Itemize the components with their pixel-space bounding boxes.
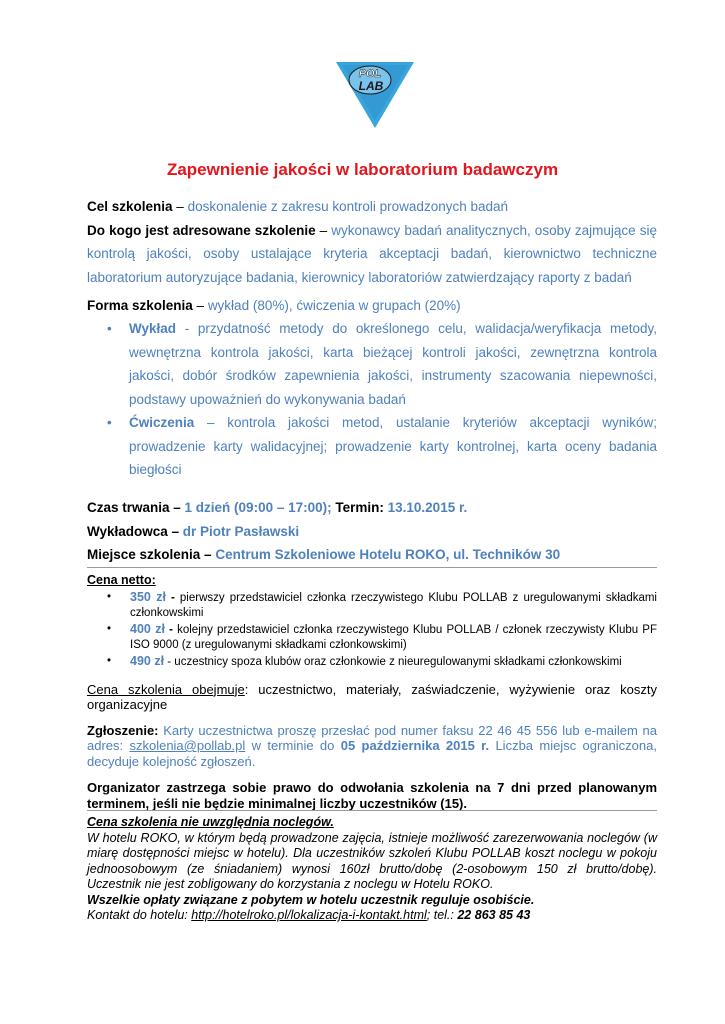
bullet-icon: • xyxy=(107,415,112,430)
bullet-icon: • xyxy=(107,623,112,635)
miejsce-line: Miejsce szkolenia – Centrum Szkoleniowe Hotelu ROKO, ul. Techników 30 xyxy=(87,547,561,562)
bullet-icon: • xyxy=(107,321,112,336)
wykladowca-value: dr Piotr Pasławski xyxy=(182,523,300,539)
price-desc: uczestnicy spoza klubów oraz członkowie z nieuregulowanymi składkami członkowskimi xyxy=(174,656,622,668)
noclegi-bold: Wszelkie opłaty związane z pobytem w hotelu uczestnik reguluje osobiście. xyxy=(87,892,535,907)
price-item: • 350 zł - pierwszy przedstawiciel członka rzeczywistego Klubu POLLAB z uregulowanymi składkami członkowskimi xyxy=(107,590,657,619)
page-title: Zapewnienie jakości w laboratorium badawczym xyxy=(166,160,559,179)
wykladowca-line: Wykładowca – dr Piotr Pasławski xyxy=(87,523,300,539)
noclegi-heading: Cena szkolenia nie uwzględnia noclegów. xyxy=(87,815,334,829)
list-item xyxy=(87,411,657,482)
divider xyxy=(87,810,657,811)
hotel-link[interactable]: http://hotelroko.pl/lokalizacja-i-kontakt.html xyxy=(191,908,427,922)
price-item: • 400 zł - kolejny przedstawiciel członka rzeczywistego Klubu POLLAB / członek rzeczywisty Klubu PF ISO 9000 (z uregulowanymi składkami członkowskimi) xyxy=(107,622,657,651)
adres-text: wykonawcy badań analitycznych, osoby zajmujące się kontrolą jakości, osoby ustalające kryteria akceptacji badań, kierownictwo techniczne laboratorium autoryzujące badania, kierownicy laboratoriów zatwierdzający raporty z badań xyxy=(87,222,657,285)
cel-text: doskonalenie z zakresu kontroli prowadzonych badań xyxy=(187,199,509,214)
pollab-logo xyxy=(334,60,416,130)
price-desc: kolejny przedstawiciel członka rzeczywistego Klubu POLLAB / członek rzeczywisty Klubu PF ISO 9000 (z uregulowanymi składkami członkowskimi) xyxy=(130,624,657,651)
zgloszenie-paragraph: Zgłoszenie: Karty uczestnictwa proszę przesłać pod numer faksu 22 46 45 556 lub e-mailem na adres: szkolenia@pollab.pl w terminie do 05 października 2015 r. Liczba miejsc ograniczona, decyduje kolejność zgłoszeń. xyxy=(87,722,657,769)
adres-paragraph: Do kogo jest adresowane szkolenie – wykonawcy badań analitycznych, osoby zajmujące się kontrolą jakości, osoby ustalające kryteria akceptacji badań, kierownictwo techniczne laboratorium autoryzujące badania, kierownicy laboratoriów zatwierdzający raporty z badań xyxy=(87,222,657,285)
price-value: 490 zł xyxy=(130,654,165,668)
price-item: • 490 zł - uczestnicy spoza klubów oraz członkowie z nieuregulowanymi składkami członkowskimi xyxy=(107,654,622,668)
cel-line: Cel szkolenia – doskonalenie z zakresu kontroli prowadzonych badań xyxy=(87,199,509,214)
price-value: 400 zł xyxy=(130,622,165,636)
divider xyxy=(87,567,657,568)
miejsce-value: Centrum Szkoleniowe Hotelu ROKO, ul. Techników 30 xyxy=(215,547,561,562)
email-link[interactable]: szkolenia@pollab.pl xyxy=(129,738,246,753)
czas-value: 1 dzień (09:00 – 17:00); xyxy=(184,500,332,515)
cwiczenia-text: – kontrola jakości metod, ustalanie kryteriów akceptacji wyników; prowadzenie karty walidacyjnej; prowadzenie karty kontrolnej, karta oceny badania biegłości xyxy=(129,415,657,477)
price-value: 350 zł xyxy=(130,590,166,604)
czas-line: Czas trwania – 1 dzień (09:00 – 17:00); Termin: 13.10.2015 r. xyxy=(87,500,468,515)
list-item xyxy=(87,317,657,411)
wyklad-label: Wykład xyxy=(129,321,177,336)
details-section xyxy=(87,496,657,567)
hotel-phone: 22 863 85 43 xyxy=(457,908,531,922)
kontakt-line: Kontakt do hotelu: http://hotelroko.pl/lokalizacja-i-kontakt.html; tel.: 22 863 85 43 xyxy=(87,908,531,922)
adres-label: Do kogo jest adresowane szkolenie xyxy=(87,222,316,238)
price-section xyxy=(87,573,657,811)
intro-section xyxy=(87,195,657,289)
obejmuje-paragraph: Cena szkolenia obejmuje: uczestnictwo, materiały, zaświadczenie, wyżywienie oraz koszty organizacyjne xyxy=(87,681,657,712)
noclegi-section xyxy=(87,815,657,924)
bullet-icon: • xyxy=(107,655,112,667)
cwiczenia-label: Ćwiczenia xyxy=(129,415,195,430)
obejmuje-text: uczestnictwo, materiały, zaświadczenie, wyżywienie oraz koszty organizacyjne xyxy=(87,681,657,712)
price-heading: Cena netto: xyxy=(87,573,156,587)
price-desc: pierwszy przedstawiciel członka rzeczywistego Klubu POLLAB z uregulowanymi składkami członkowskimi xyxy=(130,592,657,619)
zgloszenie-date: 05 października 2015 r. xyxy=(340,738,490,753)
bullet-icon: • xyxy=(107,591,112,603)
noclegi-text: W hotelu ROKO, w którym będą prowadzone zajęcia, istnieje możliwość zarezerwowania noclegów (w miarę dostępności miejsc w hotelu). Dla uczestników szkoleń Klubu POLLAB koszt noclegu w pokoju jednoosobowym (ze śniadaniem) wynosi 160zł brutto/dobę (2-osobowym 150 zł brutto/dobę). Uczestnik nie jest zobligowany do korzystania z noclegu w Hotelu ROKO. xyxy=(87,830,657,891)
zgloszenie-label: Zgłoszenie: xyxy=(87,722,159,738)
organizator-paragraph: Organizator zastrzega sobie prawo do odwołania szkolenia na 7 dni przed planowanym terminem, jeśli nie będzie minimalnej liczby uczestników (15). xyxy=(87,780,657,811)
forma-line: Forma szkolenia – wykład (80%), ćwiczenia w grupach (20%) xyxy=(87,298,461,313)
cel-label: Cel szkolenia xyxy=(87,199,173,214)
obejmuje-label: Cena szkolenia obejmuje xyxy=(87,681,245,697)
logo-text-lab: LAB xyxy=(358,79,384,93)
logo-text-pol: POL xyxy=(358,68,382,80)
forma-label: Forma szkolenia xyxy=(87,298,193,313)
termin-value: 13.10.2015 r. xyxy=(387,500,468,515)
forma-list xyxy=(87,317,657,482)
wyklad-text: - przydatność metody do określonego celu, walidacja/weryfikacja metody, wewnętrzna kontrola jakości, karta bieżącej kontroli jakości, zewnętrzna kontrola jakości, dobór środków zapewnienia jakości, instrumenty szacowania niepewności, podstawy upoważnień do wykonywania badań xyxy=(129,321,657,407)
forma-text: wykład (80%), ćwiczenia w grupach (20%) xyxy=(207,298,461,313)
